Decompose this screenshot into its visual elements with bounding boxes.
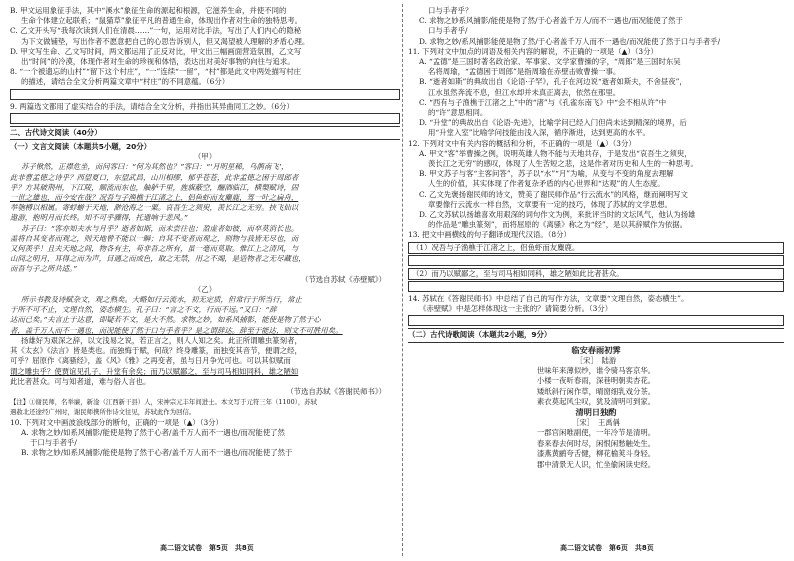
passage-line: 而吾与子之所共适。”	[10, 264, 77, 274]
passage-label-jia: （甲）	[193, 152, 217, 162]
passage-line: 又何羡乎！且夫天地之间，物各有主，苟非吾之所有，虽一毫而莫取。惟江上之清风，与	[10, 244, 299, 254]
answer-box[interactable]	[408, 255, 784, 266]
q10-options-continued	[408, 6, 784, 47]
option-line: C. 乙文先褒扬谢民师的诗文，赞美了谢民师作品“行云流水”的风格，继而阐明写文	[419, 189, 688, 199]
option-line: A. “孟德”是三国时著名政治家、军事家、文学家曹操的字，“周郎”是三国时东吴	[419, 57, 681, 67]
translation-item: （1）况吾与子渔樵于江渚之上，侣鱼虾而友麋鹿。	[408, 242, 784, 254]
question-10	[10, 418, 400, 459]
option-line: D. 乙文苏轼以扬雄喜欢用艰深的词句作文为例，来批评当时的文坛风气，他认为扬雄	[419, 210, 696, 220]
question-line: 12. 下列对文中有关内容的概括和分析，不正确的一项是（▲）（3分）	[408, 138, 636, 148]
poem-line: 小楼一夜听春雨，深巷明朝卖杏花。	[536, 376, 656, 386]
poem-title: 清明日独酌	[575, 407, 617, 418]
passage-line: 此比者甚众。可与知者道，难与俗人言也。	[10, 376, 151, 386]
passage-source: （节选自苏轼《答谢民师书》）	[286, 386, 386, 396]
note-line: 遇赦北还途经广州时，谢民师携所作诗文往见，苏轼此作为回信。	[10, 408, 196, 417]
passage-line: 其《太玄》《法言》皆是类也。而独悔于赋，何哉？终身雕篆，而独变其音节，便谓之经，	[10, 346, 302, 356]
poem-line: 世味年来薄似纱，谁令骑马客京华。	[536, 365, 656, 375]
option-line: B. “逝者如斯”的典故出自《论语·子罕》，孔子在河边说“逝者如斯夫，不舍昼夜”，	[419, 77, 687, 87]
question-line: 《赤壁赋》中是怎样体现这一主张的？请简要分析。（3分）	[419, 304, 613, 314]
option-line: 的“许”意思相同。	[428, 108, 488, 118]
q7-options-continued	[10, 6, 400, 67]
passage-label-yi: （乙）	[193, 284, 217, 294]
option-line: C. 求物之妙系风捕影/能使是物了然/于心者盖千万人/而不一遇也/而况能使了然于	[419, 16, 683, 26]
poem-line: 矮纸斜行闲作草，晴窗细乳戏分茶。	[536, 386, 656, 396]
passage-line: 苏子曰：“客亦知夫水与月乎？逝者如斯，而未尝往也；盈虚者如彼，而卒莫消长也。	[21, 223, 299, 233]
poem-line: 漆燕黄鹂夸舌健，柳花榆荚斗身轻。	[536, 449, 656, 459]
passage-line: 山间之明月，耳得之而为声，目遇之而成色，取之无禁，用之不竭，是造物者之无尽藏也，	[10, 254, 306, 264]
question-line: 10. 下列对文中画波浪线部分的断句，正确的一项是（▲）（3分）	[10, 417, 223, 427]
page-footer-left: 高二语文试卷 第5页 共8页	[160, 544, 254, 552]
option-line: C. “西有与子渔樵于江渚之上”中的“渚”与《孔雀东南飞》中“会不相从许”中	[419, 97, 667, 107]
question-line: 9. 两篇选文都用了虚实结合的手法，请结合全文分析，并指出其异曲同工之妙。（6分）	[10, 101, 294, 111]
option-line: 用“升堂入室”比喻学问技能由浅入深，循序渐进，达到更高的水平。	[428, 128, 650, 138]
option-line: 口与手者乎？	[428, 6, 473, 15]
option-line: 口与手者乎/	[428, 26, 468, 36]
passage-yi	[10, 295, 400, 387]
poem-line: 郡中清景无人识，忙坐偷闲读史经。	[536, 459, 656, 469]
poem-title: 临安春雨初霁	[571, 344, 621, 355]
passage-line: 盖将自其变者而观之，则天地曾不能以一瞬；自其不变者而观之，则物与我皆无尽也，而	[10, 233, 299, 243]
option-line: 章要像行云流水一样自然，文章要有一定的技巧，体现了苏轼的文学思想。	[428, 199, 672, 209]
option-line: 名将周瑜，“孟德困于周郎”是指周瑜在赤壁击败曹操一事。	[428, 67, 621, 77]
poem-line: 春来春去何时尽，闲恨闲愁触处生。	[536, 438, 656, 448]
option-line: 的作品是“雕虫篆刻”，而将屈原的《离骚》称之为“经”，是以其辞赋作为依据。	[428, 220, 688, 230]
passage-line: 遨游，抱明月而长终。知不可乎骤得，托遗响于悲风。”	[10, 213, 188, 223]
question-14	[408, 294, 784, 326]
option-line: D. “升堂”的典故出自《论语·先进》，比喻学问已经入门但尚未达到精深的境界，后	[419, 118, 687, 128]
option-line: A. 求物之妙/如系风捕影/能使是物了然于心者/盖千万人而不一遇也/而况能使了然	[21, 427, 285, 437]
option-line: C. 乙文开头写“我每次读到人们在清晨……”一句，运用对比手法，写出了人们内心的隐秘	[10, 26, 302, 36]
passage-line: 达而已矣。”夫言止于达意，即疑若不文，是大不然。求物之妙，如系风捕影，能使是物了然于心	[10, 315, 321, 325]
question-9	[10, 102, 400, 124]
subsection-title: （一）文言文阅读（本题共5小题，20分）	[10, 142, 152, 152]
passage-line-wavy: 者，盖千万人而不一遇也，而况能使了然于口与手者乎？是之谓辞达。辞至于能达，则文不可胜用矣。	[10, 325, 343, 335]
question-line: 14. 苏轼在《答谢民师书》中总结了自己的写作方法，文章要“文理自然，姿态横生”。	[408, 294, 689, 304]
option-line: 江水虽然奔流不息，但江水却并未真正离去，依然在那里。	[428, 87, 621, 97]
option-line: 生命个体建立起联系；“鼠猫草”象征平凡的普通生命，体现出作者对生命的独特思考。	[21, 16, 303, 26]
passage-source: （节选自苏轼《赤壁赋》）	[301, 274, 386, 284]
option-line: 羡长江之无穷”的感叹，体现了人生苦短之悲，这是作者对历史和人生的一种思考。	[428, 159, 698, 169]
question-11	[408, 47, 784, 139]
option-line: B. 甲文运用象征手法，其中“溪水”象征生命的源起和根源，它滋养生命，并使不同的	[10, 6, 287, 15]
option-line: 于口与手者乎/	[30, 437, 77, 447]
option-line: A. 甲文“客”举曹操之例，说明英雄人物不能与天地共存，于是发出“哀吾生之须臾，	[419, 148, 692, 158]
option-line: D. 求物之妙/系风捕影能使是物了然/于心者盖千万人而不一遇也/而况能使了然于口与手者乎/	[419, 36, 721, 46]
passage-line: 此非曹孟德之诗乎？西望夏口，东望武昌，山川相缪，郁乎苍苍，此非孟德之困于周郎者	[10, 172, 299, 182]
option-line: B. 求物之妙/如系风捕影/能使是物了然于心者/盖千万人而不一遇也/而况能使了然于	[21, 448, 293, 458]
passage-line: 苏子愀然，正襟危坐，而问客曰：“何为其然也？”客曰：“‘月明星稀，乌鹊南飞’，	[21, 162, 289, 172]
question-8	[10, 67, 400, 99]
option-line: B. 甲文苏子与客“主客问答”，苏子以“水”“月”为喻，从变与不变的角度去理解	[419, 169, 674, 179]
passage-jia	[10, 162, 400, 274]
translation-item: （2）而乃以赋鄙之，至与司马相如同科，雄之陋如此比者甚众。	[408, 268, 784, 280]
poem-author: ［宋］ 陆游	[575, 355, 617, 365]
section-heading	[10, 126, 400, 140]
question-13	[408, 230, 784, 292]
answer-box[interactable]	[408, 315, 784, 326]
passage-line-underlined: 谓之雕虫乎？使贾谊见孔子，升堂有余矣；而乃以赋鄙之，至与司马相如同科，雄之陋如	[10, 366, 299, 376]
passage-line: 可乎？屈原作《离骚经》，盖《风》《雅》之再变者，虽与日月争光可也。可以其似赋而	[10, 356, 291, 366]
question-line: 8. “一个被遗忘的山村”“留下这个村庄”，“一”连续“一留”，“村”都是此文中两处描写村庄	[10, 67, 302, 77]
question-12	[408, 139, 784, 231]
question-line: 13. 把文中画横线的句子翻译成现代汉语。（8分）	[408, 230, 571, 240]
poem-2	[408, 407, 784, 470]
poem-line: 素衣莫起风尘叹，犹及清明可到家。	[536, 396, 656, 406]
option-line: 出“时间”的冷漠，体现作者对生命的珍视和体悟，表达出对美好事物的向往与追求。	[21, 57, 295, 67]
poem-1	[408, 345, 784, 408]
answer-box[interactable]	[10, 113, 400, 124]
answer-box[interactable]	[408, 281, 784, 292]
answer-box[interactable]	[10, 89, 400, 100]
passage-line: 扬雄好为艰深之辞，以文浅易之说，若正言之，则人人知之矣。此正所谓雕虫篆刻者，	[21, 335, 302, 345]
left-page	[10, 6, 400, 541]
annotation-note	[10, 397, 400, 417]
question-line: 的描述，请结合全文分析两篇文章中“村庄”的不同意蕴。（6分）	[21, 77, 230, 87]
option-line: D. 甲文写生命、乙文写时间，两文都运用了正反对比，甲文出三幅画面营造氛围，乙文写	[10, 46, 302, 56]
note-line: 【注】①谢民师，名举廉，新淦（江西新干县）人，宋神宗元丰年间进士。本文写于元符三年（1100），苏轼	[10, 398, 318, 407]
page-footer-right: 高二语文试卷 第6页 共8页	[560, 544, 654, 552]
option-line: 人生的价值，其实体现了作者复杂矛盾的内心世界和“达观”的人生态度。	[428, 179, 665, 189]
poem-line: 一郡官闲唯副使，一年冷节是清明。	[536, 428, 656, 438]
passage-line: 于所不可不止，文理自然，姿态横生。孔子曰：“言之不文，行而不远。”又曰：“辞	[10, 305, 277, 315]
poem-author: ［宋］ 王禹偁	[571, 418, 621, 428]
option-line: 为下文做铺垫，写出作者不愿意把自己的心思告诉别人，但又渴望被人理解的矛盾心理。	[21, 36, 310, 46]
passage-line: 举匏樽以相属。寄蜉蝣于天地，渺沧海之一粟。哀吾生之须臾，羡长江之无穷。挟飞仙以	[10, 203, 299, 213]
passage-line-underlined: 一世之雄也，而今安在哉？况吾与子渔樵于江渚之上，侣鱼虾而友麋鹿，驾一叶之扁舟，	[10, 193, 299, 203]
right-page	[408, 6, 784, 541]
passage-line: 所示书教及诗赋杂文，观之熟矣。大略如行云流水，初无定质，但常行于所当行，常止	[21, 295, 302, 305]
question-line: 11. 下列对文中加点的词语及相关内容的解说，不正确的一项是（▲）（3分）	[408, 46, 658, 56]
section-heading	[408, 328, 784, 342]
page-divider	[402, 4, 403, 556]
section-title: （二）古代诗歌阅读（本题共2小题，9分）	[408, 330, 552, 340]
passage-line: 乎？方其破荆州，下江陵，顺流而东也，舳舻千里，旌旗蔽空，酾酒临江，横槊赋诗，固	[10, 182, 299, 192]
section-title: 二、古代诗文阅读（40分）	[10, 127, 102, 137]
